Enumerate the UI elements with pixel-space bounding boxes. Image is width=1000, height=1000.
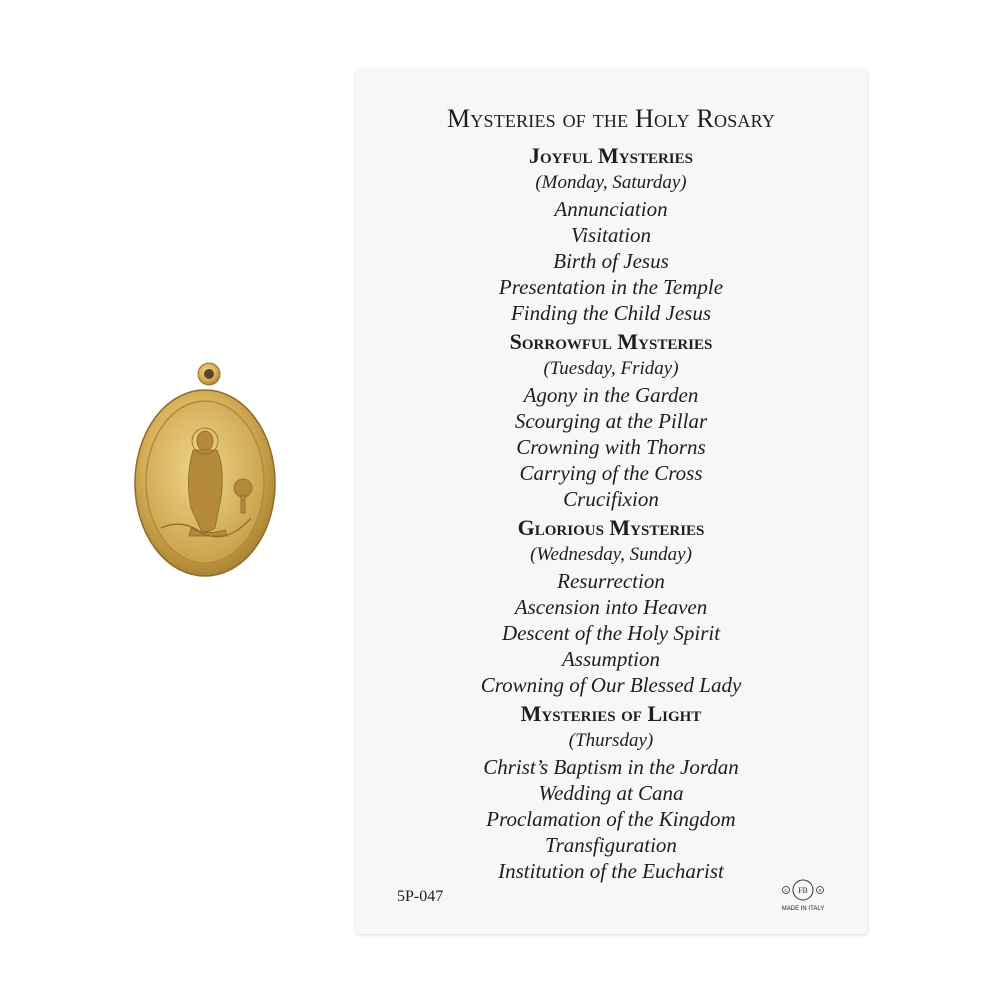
mystery-days: (Monday, Saturday) [535, 172, 687, 193]
svg-text:R: R [818, 888, 822, 893]
svg-text:FB: FB [798, 886, 808, 895]
mystery-item: Transfiguration [545, 833, 677, 857]
mystery-item: Annunciation [554, 197, 668, 221]
mystery-item: Crowning with Thorns [516, 435, 706, 459]
mystery-item: Crowning of Our Blessed Lady [480, 673, 742, 697]
maker-mark [775, 876, 831, 914]
mystery-item: Visitation [570, 223, 652, 247]
mystery-item: Presentation in the Temple [498, 275, 724, 299]
mystery-item: Agony in the Garden [523, 383, 699, 407]
mystery-item: Proclamation of the Kingdom [486, 807, 736, 831]
maker-logo-icon [775, 876, 831, 906]
made-in-label: MADE IN ITALY [781, 906, 825, 912]
mystery-item: Resurrection [557, 569, 665, 593]
mystery-item: Christ’s Baptism in the Jordan [483, 755, 739, 779]
mystery-item: Crucifixion [563, 487, 659, 511]
mysteries-list [355, 140, 867, 884]
medal-image [133, 358, 278, 580]
mystery-item: Descent of the Holy Spirit [501, 621, 721, 645]
mystery-item: Finding the Child Jesus [510, 301, 712, 325]
mystery-days: (Tuesday, Friday) [543, 358, 679, 379]
mystery-item: Institution of the Eucharist [498, 859, 724, 883]
saint-medal [133, 358, 278, 580]
mystery-item: Assumption [561, 647, 660, 671]
mystery-set-heading: Glorious Mysteries [517, 515, 705, 540]
mystery-item: Ascension into Heaven [514, 595, 708, 619]
mystery-days: (Thursday) [568, 730, 654, 751]
mystery-item: Carrying of the Cross [519, 461, 703, 485]
card-title: Mysteries of the Holy Rosary [446, 104, 776, 133]
rosary-prayer-card [355, 70, 867, 934]
mystery-set-heading: Mysteries of Light [520, 701, 702, 726]
mystery-days: (Wednesday, Sunday) [530, 544, 692, 565]
mystery-item: Scourging at the Pillar [514, 409, 708, 433]
mystery-set-heading: Sorrowful Mysteries [509, 329, 713, 354]
mystery-item: Birth of Jesus [553, 249, 669, 273]
svg-text:C: C [784, 888, 788, 893]
mystery-set-heading: Joyful Mysteries [529, 143, 693, 168]
product-code: 5P-047 [397, 888, 444, 905]
mystery-item: Wedding at Cana [538, 781, 684, 805]
